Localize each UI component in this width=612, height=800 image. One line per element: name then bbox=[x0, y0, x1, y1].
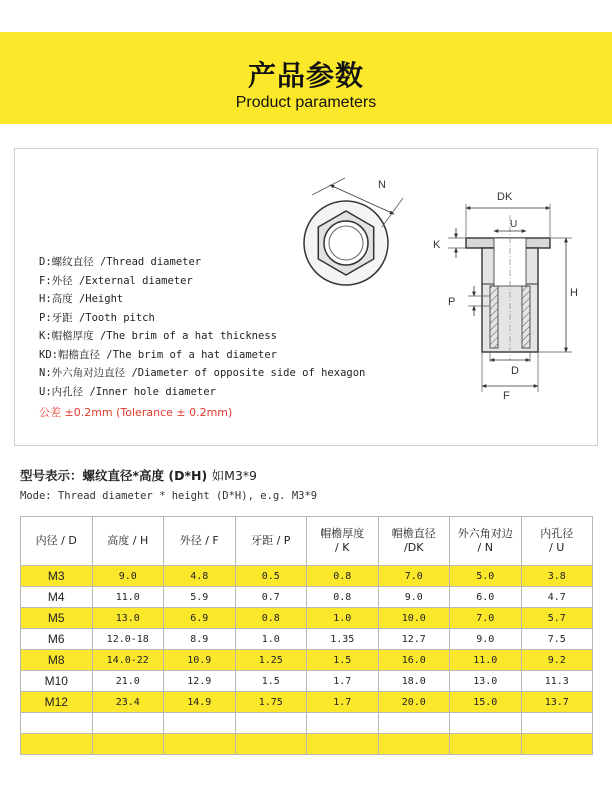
label-f: F bbox=[503, 390, 510, 402]
value-cell: 3.8 bbox=[521, 566, 593, 587]
value-cell: 6.9 bbox=[164, 608, 236, 629]
value-cell: 5.7 bbox=[521, 608, 593, 629]
param-line: H:高度 /Height bbox=[39, 293, 124, 305]
param-line: K:帽檐厚度 /The brim of a hat thickness bbox=[39, 330, 277, 342]
value-cell bbox=[307, 713, 379, 734]
value-cell: 16.0 bbox=[378, 650, 450, 671]
value-cell bbox=[450, 734, 522, 755]
top-view bbox=[304, 178, 403, 285]
value-cell: 9.0 bbox=[378, 587, 450, 608]
value-cell bbox=[307, 734, 379, 755]
value-cell: 1.0 bbox=[307, 608, 379, 629]
table-row bbox=[21, 692, 593, 713]
table-row bbox=[21, 629, 593, 650]
value-cell: 0.8 bbox=[307, 587, 379, 608]
param-line: D:螺纹直径 /Thread diameter bbox=[39, 256, 202, 268]
value-cell: 0.5 bbox=[235, 566, 307, 587]
table-row bbox=[21, 587, 593, 608]
column-header: 牙距 / P bbox=[235, 517, 307, 566]
value-cell: 11.0 bbox=[450, 650, 522, 671]
value-cell: 1.75 bbox=[235, 692, 307, 713]
column-header: 内孔径 / U bbox=[521, 517, 593, 566]
value-cell: 12.7 bbox=[378, 629, 450, 650]
page-title: 产品参数 bbox=[247, 59, 364, 92]
column-header: 帽檐厚度 / K bbox=[307, 517, 379, 566]
value-cell bbox=[92, 734, 164, 755]
value-cell: 1.5 bbox=[307, 650, 379, 671]
size-cell: M12 bbox=[21, 692, 93, 713]
value-cell: 7.0 bbox=[450, 608, 522, 629]
label-n: N bbox=[378, 179, 386, 191]
table-row bbox=[21, 713, 593, 734]
value-cell: 9.2 bbox=[521, 650, 593, 671]
value-cell: 11.0 bbox=[92, 587, 164, 608]
value-cell bbox=[450, 713, 522, 734]
param-line: U:内孔径 /Inner hole diameter bbox=[39, 385, 216, 398]
value-cell: 13.7 bbox=[521, 692, 593, 713]
value-cell: 0.7 bbox=[235, 587, 307, 608]
param-line: N:外六角对边直径 /Diameter of opposite side of hexagon bbox=[39, 367, 366, 379]
value-cell bbox=[378, 713, 450, 734]
spec-table bbox=[20, 516, 593, 755]
size-cell bbox=[21, 713, 93, 734]
value-cell: 1.25 bbox=[235, 650, 307, 671]
model-notation-zh-prefix: 型号表示：螺纹直径*高度 (D*H) bbox=[20, 468, 208, 483]
value-cell bbox=[164, 713, 236, 734]
value-cell: 7.0 bbox=[378, 566, 450, 587]
value-cell bbox=[92, 713, 164, 734]
param-line: F:外径 /External diameter bbox=[39, 274, 193, 287]
value-cell: 1.7 bbox=[307, 671, 379, 692]
size-cell: M8 bbox=[21, 650, 93, 671]
column-header: 高度 / H bbox=[92, 517, 164, 566]
value-cell: 5.9 bbox=[164, 587, 236, 608]
label-u: U bbox=[510, 219, 518, 230]
value-cell: 23.4 bbox=[92, 692, 164, 713]
size-cell bbox=[21, 734, 93, 755]
value-cell: 4.7 bbox=[521, 587, 593, 608]
param-line: P:牙距 /Tooth pitch bbox=[39, 311, 155, 324]
value-cell: 10.9 bbox=[164, 650, 236, 671]
label-dk: DK bbox=[497, 191, 513, 203]
label-h: H bbox=[570, 287, 578, 299]
table-row bbox=[21, 566, 593, 587]
table-row bbox=[21, 734, 593, 755]
value-cell: 0.8 bbox=[235, 608, 307, 629]
tolerance-note: 公差 ±0.2mm (Tolerance ± 0.2mm) bbox=[39, 406, 233, 419]
value-cell: 7.5 bbox=[521, 629, 593, 650]
table-row bbox=[21, 650, 593, 671]
size-cell: M5 bbox=[21, 608, 93, 629]
table-row bbox=[21, 608, 593, 629]
value-cell: 1.5 bbox=[235, 671, 307, 692]
column-header: 外六角对边 / N bbox=[450, 517, 522, 566]
value-cell: 1.35 bbox=[307, 629, 379, 650]
label-d: D bbox=[511, 365, 519, 377]
model-notation-zh-example: 如M3*9 bbox=[211, 468, 258, 483]
size-cell: M4 bbox=[21, 587, 93, 608]
value-cell: 18.0 bbox=[378, 671, 450, 692]
value-cell: 13.0 bbox=[450, 671, 522, 692]
value-cell bbox=[164, 734, 236, 755]
value-cell: 11.3 bbox=[521, 671, 593, 692]
value-cell: 5.0 bbox=[450, 566, 522, 587]
value-cell bbox=[521, 734, 593, 755]
value-cell: 13.0 bbox=[92, 608, 164, 629]
value-cell: 12.0-18 bbox=[92, 629, 164, 650]
value-cell bbox=[235, 734, 307, 755]
value-cell: 12.9 bbox=[164, 671, 236, 692]
column-header: 外径 / F bbox=[164, 517, 236, 566]
value-cell: 8.9 bbox=[164, 629, 236, 650]
size-cell: M6 bbox=[21, 629, 93, 650]
value-cell: 6.0 bbox=[450, 587, 522, 608]
param-line: KD:帽檐直径 /The brim of a hat diameter bbox=[39, 348, 277, 361]
value-cell bbox=[378, 734, 450, 755]
value-cell: 14.0-22 bbox=[92, 650, 164, 671]
label-p: P bbox=[448, 296, 456, 308]
page-subtitle: Product parameters bbox=[235, 94, 377, 111]
table-body bbox=[21, 566, 593, 755]
model-notation-zh bbox=[20, 466, 257, 484]
label-k: K bbox=[433, 239, 441, 251]
value-cell: 14.9 bbox=[164, 692, 236, 713]
size-cell: M3 bbox=[21, 566, 93, 587]
value-cell: 4.8 bbox=[164, 566, 236, 587]
value-cell: 1.0 bbox=[235, 629, 307, 650]
model-notation-en: Mode: Thread diameter * height (D*H), e.g. M3*9 bbox=[20, 490, 318, 502]
value-cell: 9.0 bbox=[92, 566, 164, 587]
column-header: 内径 / D bbox=[21, 517, 93, 566]
side-view bbox=[448, 204, 572, 392]
column-header: 帽檐直径 /DK bbox=[378, 517, 450, 566]
table-header-row bbox=[21, 517, 593, 566]
value-cell: 21.0 bbox=[92, 671, 164, 692]
value-cell: 0.8 bbox=[307, 566, 379, 587]
size-cell: M10 bbox=[21, 671, 93, 692]
value-cell: 9.0 bbox=[450, 629, 522, 650]
value-cell: 20.0 bbox=[378, 692, 450, 713]
value-cell bbox=[235, 713, 307, 734]
value-cell: 10.0 bbox=[378, 608, 450, 629]
value-cell: 1.7 bbox=[307, 692, 379, 713]
value-cell: 15.0 bbox=[450, 692, 522, 713]
table-row bbox=[21, 671, 593, 692]
value-cell bbox=[521, 713, 593, 734]
